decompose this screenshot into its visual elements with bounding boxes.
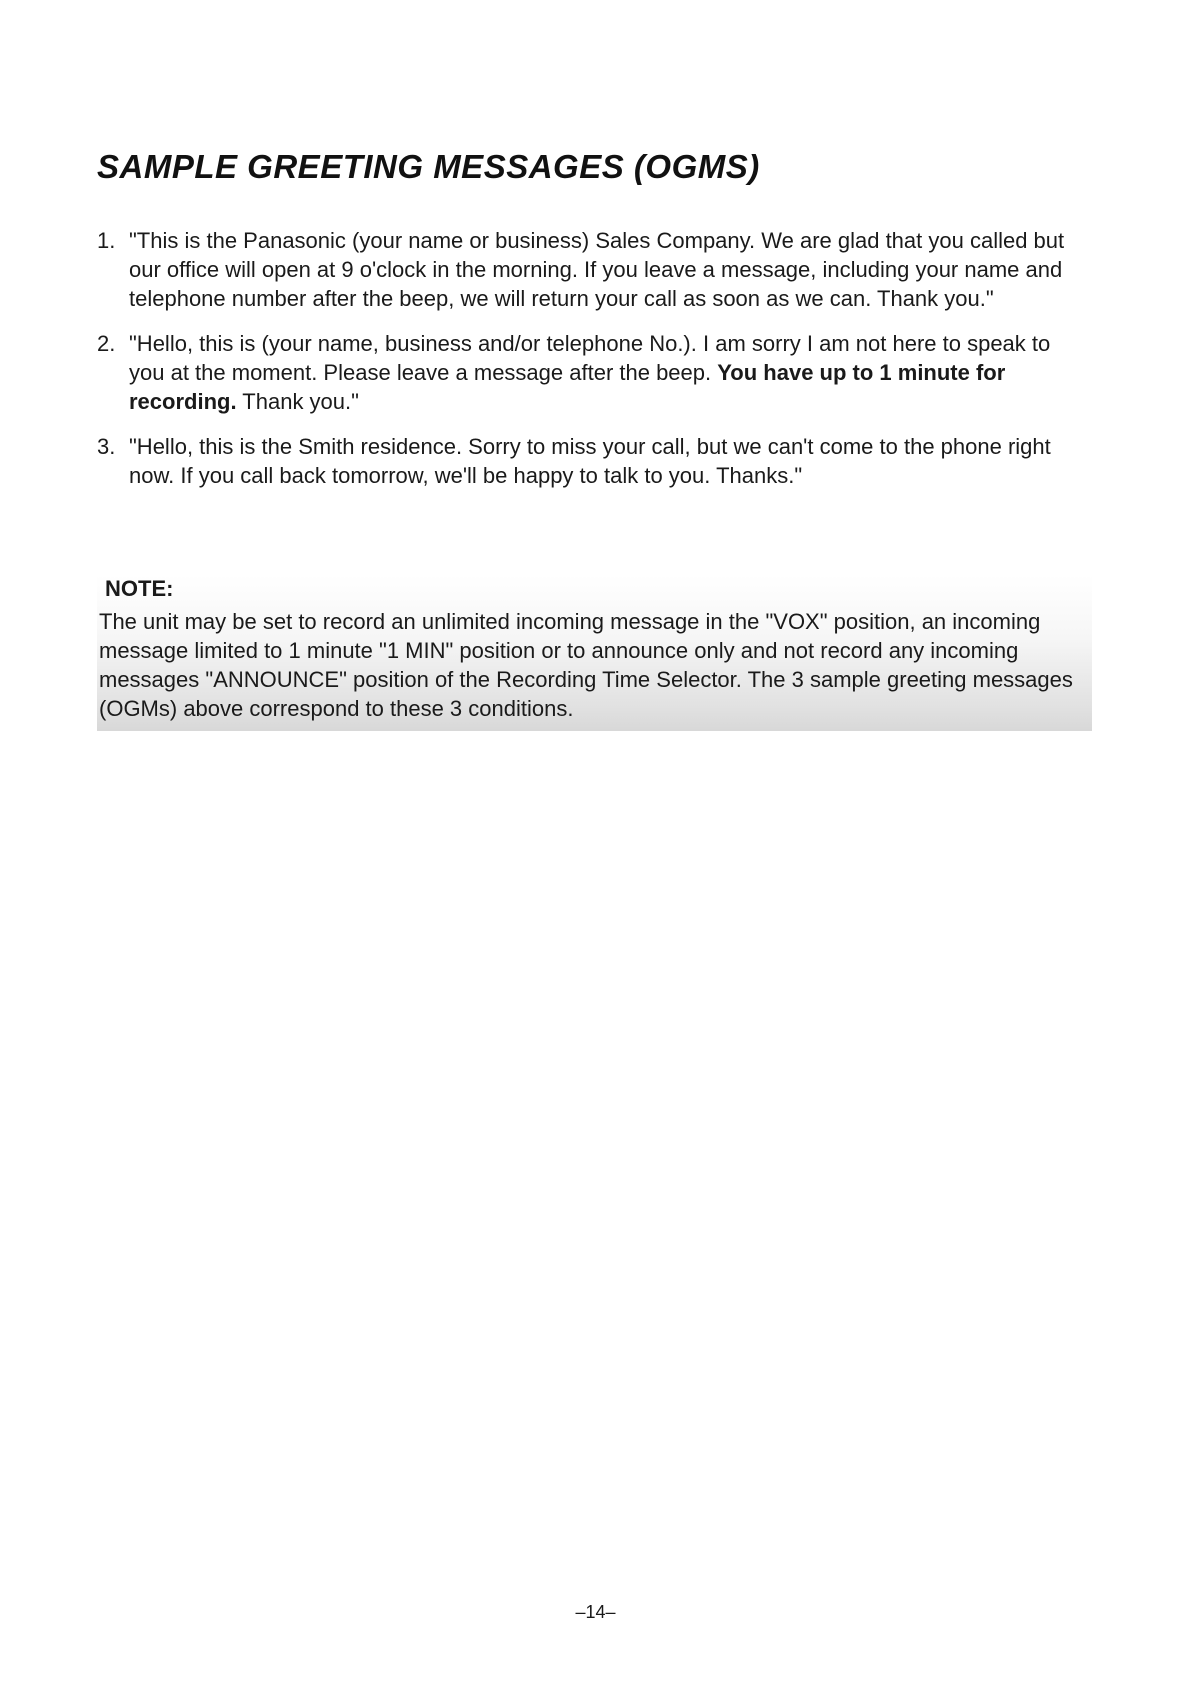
greeting-message-text: "Hello, this is the Smith residence. Sorry to miss your call, but we can't come to the phone right now. If you call back tomorrow, we'll be happy to talk to you. Thanks." bbox=[129, 434, 1051, 488]
page-title: SAMPLE GREETING MESSAGES (OGMS) bbox=[97, 148, 760, 185]
page-number: –14– bbox=[575, 1602, 616, 1622]
greeting-message-list bbox=[97, 226, 1082, 506]
note-block bbox=[97, 575, 1092, 731]
note-heading: NOTE: bbox=[105, 576, 174, 601]
greeting-message-text: "This is the Panasonic (your name or business) Sales Company. We are glad that you called but our office will open at 9 o'clock in the morning. If you leave a message, including your name and telephone number after the beep, we will return your call as soon as we can. Thank you." bbox=[129, 228, 1065, 311]
note-body: The unit may be set to record an unlimited incoming message in the "VOX" position, an incoming message limited to 1 minute "1 MIN" position or to announce only and not record any incoming messages "ANNOUNCE" position of the Recording Time Selector. The 3 sample greeting messages (OGMs) above correspond to these 3 conditions. bbox=[99, 609, 1073, 721]
recording-limit-emphasis: You have up to 1 minute for recording. bbox=[129, 360, 1006, 414]
greeting-message-item bbox=[97, 226, 1082, 313]
message-text-part: Thank you." bbox=[236, 389, 359, 414]
greeting-message-item bbox=[97, 432, 1082, 490]
message-text-part: "Hello, this is (your name, business and/or telephone No.). I am sorry I am not here to speak to you at the moment. Please leave a message after the beep. bbox=[129, 331, 1051, 385]
item-number: 1. bbox=[97, 228, 116, 253]
item-number: 2. bbox=[97, 331, 116, 356]
greeting-message-text bbox=[129, 329, 1082, 416]
greeting-message-item bbox=[97, 329, 1082, 416]
item-number: 3. bbox=[97, 434, 116, 459]
